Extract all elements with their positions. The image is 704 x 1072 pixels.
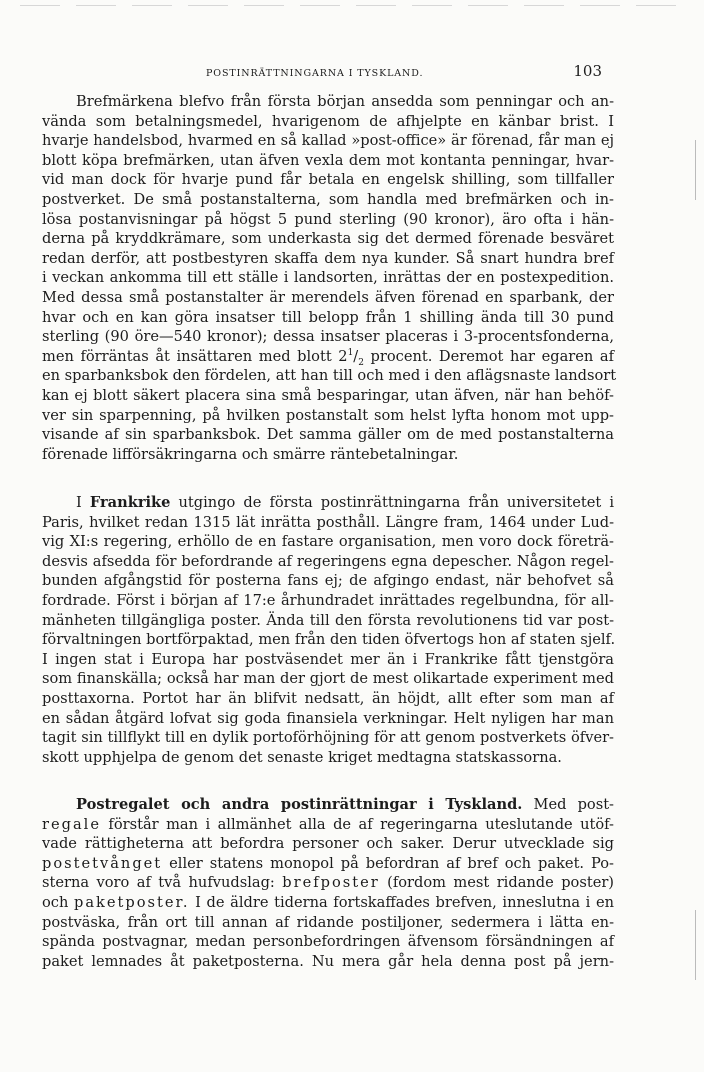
text-line: bunden afgångstid för posterna fans ej; de afgingo endast, när behofvet så — [42, 572, 614, 590]
text-line: en sparbanksbok den fördelen, att han till och med i den aflägsnaste landsort — [42, 367, 617, 385]
text-line: spända postvagnar, medan personbefordringen äfvensom försändningen af — [42, 933, 614, 951]
text-run: Med post- — [522, 796, 614, 813]
spaced-term-regale: regale — [42, 815, 101, 833]
text-run: utgingo de första postinrättningarna från universitetet i — [170, 494, 615, 511]
text-line: som finanskälla; också har man der gjort de mest olikartade experiment med — [42, 670, 614, 688]
text-line: en sådan åtgärd lofvat sig goda finansiela verkningar. Helt nyligen har man — [42, 709, 614, 727]
text-line: derna på kryddkrämare, som underkasta sig det dermed förenade besväret — [42, 230, 614, 248]
text-line: vid man dock för hvarje pund får betala en engelsk shilling, som tillfaller — [42, 171, 614, 189]
text-line: vig XI:s regering, erhöllo de en fastare organisation, men voro dock företrä- — [42, 533, 614, 551]
text-line — [42, 893, 614, 913]
text-line: posttaxorna. Portot har än blifvit nedsatt, än höjdt, allt efter som man af — [42, 689, 614, 707]
fraction-slash: / — [353, 347, 359, 365]
spaced-term-posttvanget: postetvånget — [42, 854, 163, 872]
text-run: och — [42, 893, 74, 911]
page-header — [64, 62, 624, 82]
text-line: Med dessa små postanstalter är merendels äfven förenad en sparbank, der — [42, 288, 614, 306]
text-line: vade rättigheterna att befordra personer och saker. Derur utvecklade sig — [42, 835, 614, 853]
text-line: redan derför, att postbestyren skaffa dem nya kunder. Så snart hundra bref — [42, 249, 614, 267]
text-line — [42, 854, 614, 874]
text-line: skott upphjelpa de genom det senaste kriget medtagna statskassorna. — [42, 748, 562, 766]
text-line: postväska, från ort till annan af ridande postiljoner, sedermera i lätta en- — [42, 913, 614, 931]
spaced-term-brefposter: brefposter — [282, 874, 380, 892]
text-run: I de äldre tiderna fortskaffades brefven, inneslutna i en — [189, 893, 614, 911]
text-run: eller statens monopol på befordran af bref och paket. Po- — [162, 854, 614, 872]
scan-margin-mark — [695, 140, 696, 200]
text-line: sterling (90 öre—540 kronor); dessa insatser placeras i 3-procentsfonderna, — [42, 328, 614, 346]
text-line: hvarje handelsbod, hvarmed en så kallad »post-office» är förenad, får man ej — [42, 132, 614, 150]
text-line: blott köpa brefmärken, utan äfven vexla dem mot kontanta penningar, hvar- — [42, 151, 614, 169]
scan-margin-mark — [695, 910, 696, 980]
text-run: sterna voro af två hufvudslag: — [42, 874, 283, 892]
text-line: förenade lifförsäkringarna och smärre räntebetalningar. — [42, 445, 459, 463]
section-keyword-frankrike: Frankrike — [89, 494, 171, 511]
section-heading-postregalet: Postregalet och andra postinrättningar i Tyskland. — [76, 796, 523, 813]
paragraph-postregalet-tyskland — [42, 795, 614, 971]
paragraph-postal-services-england — [42, 92, 617, 464]
text-line: Brefmärkena blefvo från första början ansedda som penningar och an- — [76, 93, 614, 110]
text-line-section-heading — [42, 795, 614, 815]
text-line: vända som betalningsmedel, hvarigenom de afhjelpte en känbar brist. I — [42, 112, 614, 130]
fraction-numerator: 1 — [347, 347, 354, 358]
spaced-term-paketposter: paketposter. — [73, 893, 190, 911]
text-run: förstår man i allmänhet alla de af regeringarna uteslutande utöf- — [100, 815, 614, 833]
text-line-frankrike-heading — [42, 493, 614, 513]
running-head: POSTINRÄTTNINGARNA I TYSKLAND. — [206, 68, 424, 79]
scan-artifact-line — [20, 5, 680, 6]
page-number: 103 — [573, 62, 602, 80]
text-line: fordrade. Först i början af 17:e århundradet inrättades regelbundna, för all- — [42, 591, 614, 609]
text-line: förvaltningen bortförpaktad, men från den tiden öfvertogs hon af staten sjelf. — [42, 631, 616, 649]
text-line: I ingen stat i Europa har postväsendet mer än i Frankrike fått tjenstgöra — [42, 650, 614, 668]
paragraph-frankrike — [42, 493, 614, 767]
text-line-interest-rate — [42, 347, 614, 367]
text-line: desvis afsedda för befordrande af regeringens egna depescher. Någon regel- — [42, 552, 614, 570]
text-line: i veckan ankomma till ett ställe i landsorten, inrättas der en postexpedition. — [42, 269, 614, 287]
text-line: lösa postanvisningar på högst 5 pund sterling (90 kronor), äro ofta i hän- — [42, 210, 614, 228]
text-line: tagit sin tillflykt till en dylik portoförhöjning för att genom postverkets öfver- — [42, 729, 614, 747]
text-line — [42, 873, 614, 893]
text-line: kan ej blott säkert placera sina små besparingar, utan äfven, när han behöf- — [42, 386, 614, 404]
text-run: procent. Deremot har egaren af — [363, 347, 614, 365]
text-line: visande af sin sparbanksbok. Det samma gäller om de med postanstalterna — [42, 426, 614, 444]
text-line: hvar och en kan göra insatser till belopp från 1 shilling ända till 30 pund — [42, 308, 614, 326]
text-line: ver sin sparpenning, på hvilken postanstalt som helst lyfta honom mot upp- — [42, 406, 614, 424]
text-line: paket lemnades åt paketposterna. Nu mera går hela denna post på jern- — [42, 952, 614, 970]
text-line: mänheten tillgängliga poster. Ända till den första revolutionens tid var post- — [42, 611, 614, 629]
fraction-denominator: 2 — [358, 357, 364, 368]
text-line — [42, 815, 614, 835]
text-line: Paris, hvilket redan 1315 lät inrätta posthåll. Längre fram, 1464 under Lud- — [42, 513, 614, 531]
text-run: men förräntas åt insättaren med blott 2 — [42, 347, 348, 365]
text-run: I — [76, 494, 90, 511]
text-line: postverket. De små postanstalterna, som handla med brefmärken och in- — [42, 190, 614, 208]
text-run: (fordom mest ridande poster) — [379, 874, 614, 892]
